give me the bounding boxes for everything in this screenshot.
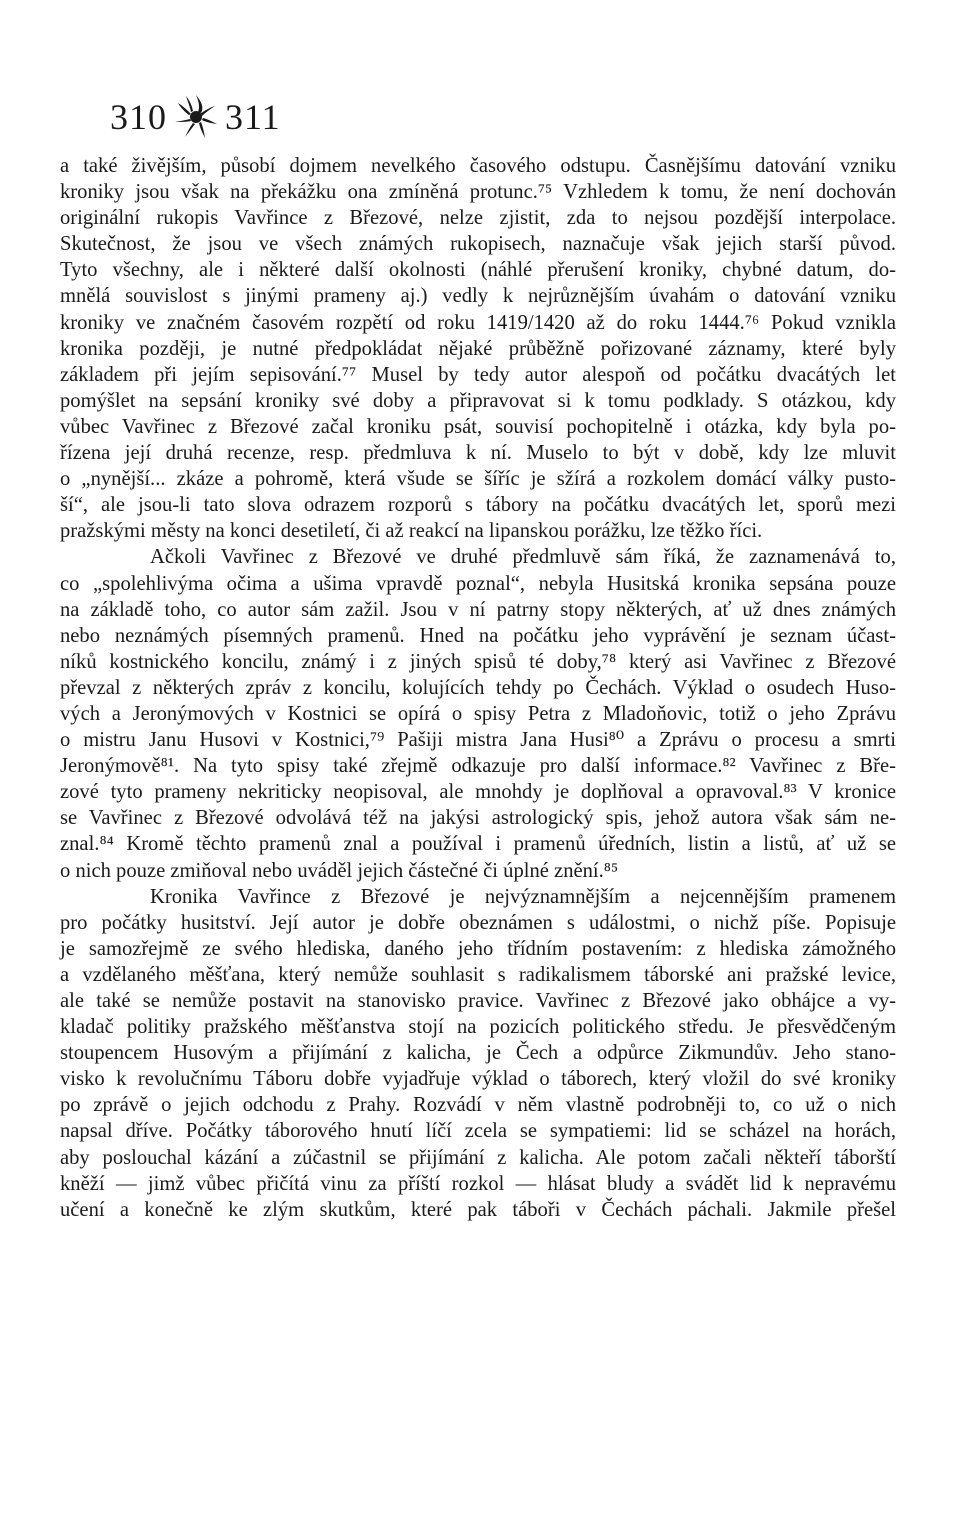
text-line: Jeronýmově⁸¹. Na tyto spisy také zřejmě odkazuje pro další informace.⁸² Vavřinec z Bře- [60,755,896,778]
text-line: visko k revolučnímu Táboru dobře vyjadřuje výklad o táborech, který vložil do své kroniky [60,1068,896,1091]
text-line: pomýšlet na sepsání kroniky své doby a připravovat si k tomu podklady. S otázkou, kdy [60,389,896,412]
text-line: vých a Jeronýmových v Kostnici se opírá o spisy Petra z Mladoňovic, totiž o jeho Zprávu [60,702,896,725]
text-line: učení a konečně ke zlým skutkům, které pak táboři v Čechách páchali. Jakmile přešel [60,1198,896,1221]
text-line: pražskými městy na konci desetiletí, či až reakcí na lipanskou porážku, lze těžko říci. [60,520,763,543]
text-line: na základě toho, co autor sám zažil. Jsou v ní patrny stopy některých, ať už dnes známých [60,598,896,621]
body-text [60,153,896,1223]
text-line: řízena její druhá recenze, resp. předmluva k ní. Muselo to být v době, kdy lze mluvit [60,442,896,465]
text-line: kladač politiky pražského měšťanstva stojí na pozicích politického středu. Je přesvědčeným [60,1016,896,1039]
text-line: kroniky ve značném časovém rozpětí od roku 1419/1420 až do roku 1444.⁷⁶ Pokud vznikla [60,311,896,334]
text-line: kněží — jimž vůbec přičítá vinu za příští rozkol — hlásat bludy a svádět lid k nepravému [60,1172,896,1195]
text-line: o nich pouze zmiňoval nebo uváděl jejich částečné či úplné znění.⁸⁵ [60,859,619,882]
right-page-number: 311 [225,97,281,137]
text-line: Kronika Vavřince z Březové je nejvýznamnějším a nejcennějším pramenem [150,885,896,908]
text-line: zové tyto prameny nekriticky neopisoval, ale mnohdy je doplňoval a opravoval.⁸³ V kronice [60,781,896,804]
text-line: originální rukopis Vavřince z Březové, nelze zjistit, zda to nejsou pozdější interpolace. [60,207,896,230]
text-line: napsal dříve. Počátky táborového hnutí líčí zcela se sympatiemi: lid se scházel na horách, [60,1120,896,1143]
text-line: vůbec Vavřinec z Březové začal kroniku psát, souvisí pochopitelně i otázka, kdy byla po- [60,415,896,438]
page-header [110,92,281,142]
text-line: pro počátky husitství. Její autor je dobře obeznámen s událostmi, o nichž píše. Popisuje [60,911,896,934]
text-line: níků kostnického koncilu, známý i z jiných spisů té doby,⁷⁸ který asi Vavřinec z Březové [60,650,896,673]
text-line: znal.⁸⁴ Kromě těchto pramenů znal a používal i pramenů úředních, listin a listů, ať už se [60,833,896,856]
text-line: stoupencem Husovým a přijímání z kalicha, je Čech a odpůrce Zikmundův. Jeho stano- [60,1042,896,1065]
text-line: je samozřejmě ze svého hlediska, daného jeho třídním postavením: z hlediska zámožného [60,937,896,960]
text-line: ale také se nemůže postavit na stanovisko pravice. Vavřinec z Březové jako obhájce a vy- [60,990,896,1012]
text-line: se Vavřinec z Březové odvolává též na jakýsi astrologický spis, jehož autora však sám ne- [60,807,896,830]
swirl-ornament-icon [171,92,221,142]
text-line: o „nynější... zkáze a pohromě, která všude se šíříc je sžírá a rozkolem domácí války pusto- [60,468,896,491]
text-line: mnělá souvislost s jinými prameny aj.) vedly k nejrůznějším úvahám o datování vzniku [60,285,896,308]
text-line: Ačkoli Vavřinec z Březové ve druhé předmluvě sám říká, že zaznamenává to, [150,546,896,569]
text-line: kroniky jsou však na překážku ona zmíněná protunc.⁷⁵ Vzhledem k tomu, že není dochován [60,181,896,204]
text-line: kronika později, je nutné předpokládat nějaké průběžně pořizované záznamy, které byly [60,337,896,360]
text-line: ší“, ale jsou-li tato slova odrazem rozporů s tábory na počátku dvacátých let, sporů mezi [60,494,896,517]
text-line: základem při jejím sepisování.⁷⁷ Musel by tedy autor alespoň od počátku dvacátých let [60,363,896,386]
left-page-number: 310 [110,97,167,137]
text-line: převzal z některých zpráv z koncilu, kolujících tehdy po Čechách. Výklad o osudech Huso- [60,676,896,699]
text-line: Skutečnost, že jsou ve všech známých rukopisech, naznačuje však jejich starší původ. [60,233,896,256]
text-line: o mistru Janu Husovi v Kostnici,⁷⁹ Pašiji mistra Jana Husi⁸⁰ a Zprávu o procesu a smrti [60,729,896,752]
text-line: nebo neznámých písemných pramenů. Hned na počátku jeho vyprávění je seznam účast- [60,624,896,647]
text-line: a vzdělaného měšťana, který nemůže souhlasit s radikalismem táborské ani pražské levice, [60,963,896,986]
text-line: Tyto všechny, ale i některé další okolnosti (náhlé přerušení kroniky, chybné datum, do- [60,259,896,282]
text-line: a také živějším, působí dojmem nevelkého časového odstupu. Časnějšímu datování vzniku [60,155,896,177]
text-line: po zprávě o jejich odchodu z Prahy. Rozvádí v něm vlastně podrobněji to, co už o nich [60,1094,896,1117]
text-line: aby poslouchal kázání a zúčastnil se přijímání z kalicha. Ale potom začali někteří táborští [60,1146,896,1169]
text-line: co „spolehlivýma očima a ušima vpravdě poznal“, nebyla Husitská kronika sepsána pouze [60,572,896,595]
